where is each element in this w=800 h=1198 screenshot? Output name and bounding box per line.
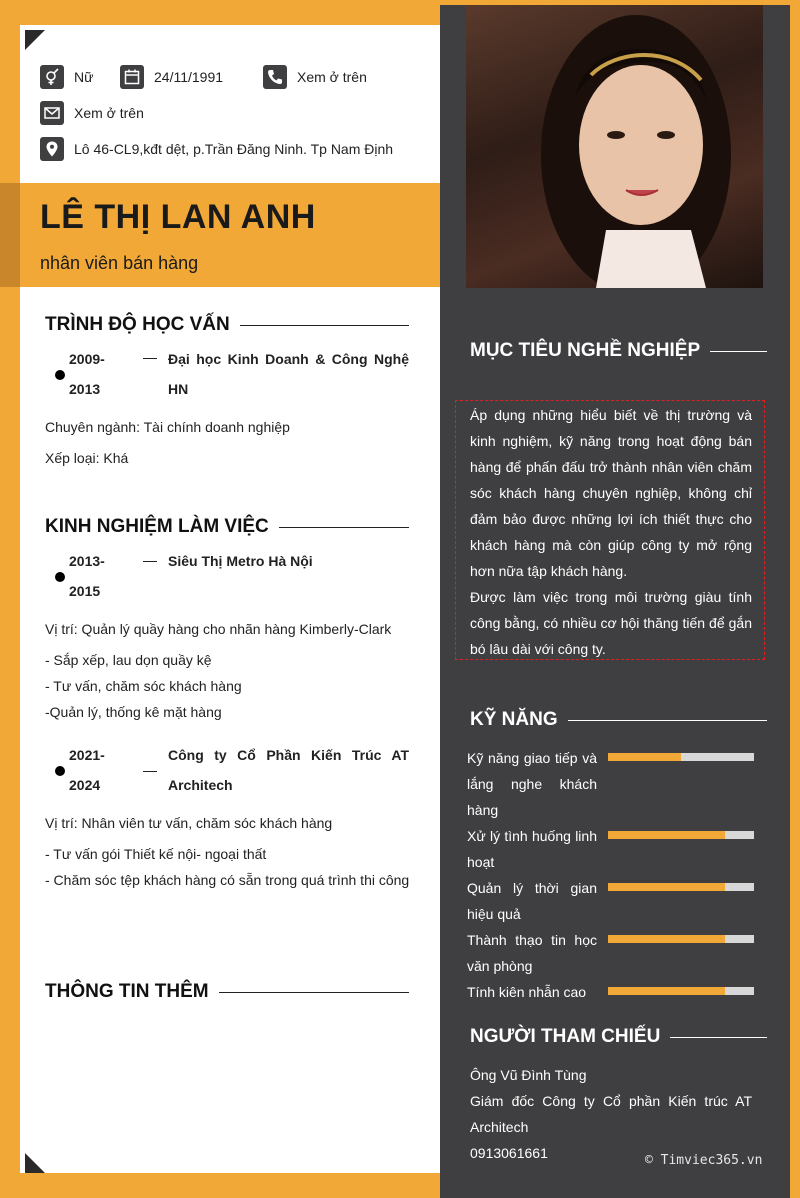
timeline-dot bbox=[55, 766, 65, 776]
watermark: © Timviec365.vn bbox=[645, 1153, 763, 1168]
skill-name: Kỹ năng giao tiếp và lắng nghe khách hàng bbox=[467, 750, 597, 818]
skills-heading: KỸ NĂNG bbox=[470, 709, 558, 730]
birthday-row bbox=[120, 65, 223, 89]
phone-icon bbox=[263, 65, 287, 89]
skill-bar bbox=[608, 987, 754, 995]
skill-bar bbox=[608, 753, 754, 761]
skill-name: Quản lý thời gian hiệu quả bbox=[467, 880, 597, 922]
calendar-icon bbox=[120, 65, 144, 89]
education-grade: Xếp loại: Khá bbox=[45, 450, 129, 466]
email-value: Xem ở trên bbox=[74, 105, 144, 121]
skills-section-title bbox=[470, 709, 767, 731]
objective-paragraph: Áp dụng những hiểu biết về thị trường và kinh nghiệm, kỹ năng trong hoạt động bán hàng để phấn đấu trở thành nhân viên chăm sóc khách hàng chuyên nghiệp, không chỉ đảm bảo được những lợi ích thiết thực cho khách hàng mà còn giúp công ty mở rộng hơn nữa tập khách hàng. bbox=[470, 407, 752, 579]
experience-2-company: Công ty Cổ Phần Kiến Trúc AT Architech bbox=[168, 747, 409, 793]
phone-row bbox=[263, 65, 367, 89]
title-rule bbox=[670, 1037, 767, 1038]
education-section-title bbox=[45, 314, 409, 336]
education-heading: TRÌNH ĐỘ HỌC VẤN bbox=[45, 314, 230, 335]
title-rule bbox=[568, 720, 767, 721]
location-pin-icon bbox=[40, 137, 64, 161]
timeline-dot bbox=[55, 370, 65, 380]
corner-decoration-top bbox=[25, 30, 45, 50]
experience-2-duty: - Chăm sóc tệp khách hàng có sẵn trong quá trình thi công bbox=[45, 872, 410, 888]
job-title: nhân viên bán hàng bbox=[40, 253, 199, 273]
skill-bar bbox=[608, 935, 754, 943]
education-school: Đại học Kinh Doanh & Công Nghệ HN bbox=[168, 351, 409, 397]
experience-2-years: 2021-2024 bbox=[69, 747, 105, 793]
gender-value: Nữ bbox=[74, 69, 94, 85]
skill-name: Xử lý tình huống linh hoạt bbox=[467, 828, 597, 870]
experience-1-years: 2013-2015 bbox=[69, 553, 105, 599]
name-band-edge bbox=[0, 183, 20, 287]
title-rule bbox=[240, 325, 409, 326]
profile-photo bbox=[466, 5, 763, 288]
phone-value: Xem ở trên bbox=[297, 69, 367, 85]
reference-position: Giám đốc Công ty Cổ phần Kiến trúc AT Architech bbox=[470, 1093, 752, 1135]
birthday-value: 24/11/1991 bbox=[154, 69, 224, 85]
gender-icon bbox=[40, 65, 64, 89]
skill-bar bbox=[608, 831, 754, 839]
envelope-icon bbox=[40, 101, 64, 125]
experience-heading: KINH NGHIỆM LÀM VIỆC bbox=[45, 516, 269, 537]
references-heading: NGƯỜI THAM CHIẾU bbox=[470, 1026, 661, 1047]
address-row bbox=[40, 137, 393, 161]
skill-bar bbox=[608, 883, 754, 891]
title-rule bbox=[219, 992, 409, 993]
address-value: Lô 46-CL9,kđt dệt, p.Trần Đăng Ninh. Tp Nam Định bbox=[74, 141, 394, 157]
full-name: LÊ THỊ LAN ANH bbox=[40, 198, 316, 236]
skill-fill bbox=[608, 883, 725, 891]
experience-1-duty: -Quản lý, thống kê mặt hàng bbox=[45, 704, 222, 720]
skill-name: Tính kiên nhẫn cao bbox=[467, 984, 587, 1000]
education-major: Chuyên ngành: Tài chính doanh nghiệp bbox=[45, 419, 290, 435]
experience-1-company: Siêu Thị Metro Hà Nội bbox=[168, 553, 313, 569]
extra-section-title bbox=[45, 981, 409, 1003]
experience-2-duty: - Tư vấn gói Thiết kế nội- ngoại thất bbox=[45, 846, 267, 862]
reference-phone: 0913061661 bbox=[470, 1145, 548, 1161]
experience-section-title bbox=[45, 516, 409, 538]
title-rule bbox=[710, 351, 767, 352]
objective-heading: MỤC TIÊU NGHỀ NGHIỆP bbox=[470, 340, 701, 361]
title-rule bbox=[279, 527, 409, 528]
experience-2-role: Vị trí: Nhân viên tư vấn, chăm sóc khách hàng bbox=[45, 815, 333, 831]
timeline-dash bbox=[143, 771, 157, 772]
gender-row bbox=[40, 65, 93, 89]
skill-name: Thành thạo tin học văn phòng bbox=[467, 932, 597, 974]
skill-fill bbox=[608, 935, 725, 943]
email-row bbox=[40, 101, 144, 125]
experience-1-role: Vị trí: Quản lý quầy hàng cho nhãn hàng Kimberly-Clark bbox=[45, 621, 392, 637]
extra-heading: THÔNG TIN THÊM bbox=[45, 981, 209, 1002]
experience-1-duty: - Sắp xếp, lau dọn quầy kệ bbox=[45, 652, 212, 668]
objective-section-title bbox=[470, 340, 767, 362]
timeline-dash bbox=[143, 561, 157, 562]
skill-fill bbox=[608, 753, 681, 761]
timeline-dot bbox=[55, 572, 65, 582]
objective-paragraph: Được làm việc trong môi trường giàu tính công bằng, có nhiều cơ hội thăng tiến để gắn bó lâu dài với công ty. bbox=[470, 589, 752, 657]
references-section-title bbox=[470, 1026, 767, 1048]
timeline-dash bbox=[143, 358, 157, 359]
reference-name: Ông Vũ Đình Tùng bbox=[470, 1067, 587, 1083]
education-years: 2009-2013 bbox=[69, 351, 105, 397]
corner-decoration-bottom bbox=[25, 1153, 45, 1173]
skill-fill bbox=[608, 831, 725, 839]
experience-1-duty: - Tư vấn, chăm sóc khách hàng bbox=[45, 678, 242, 694]
skill-fill bbox=[608, 987, 725, 995]
objective-text bbox=[470, 402, 752, 662]
